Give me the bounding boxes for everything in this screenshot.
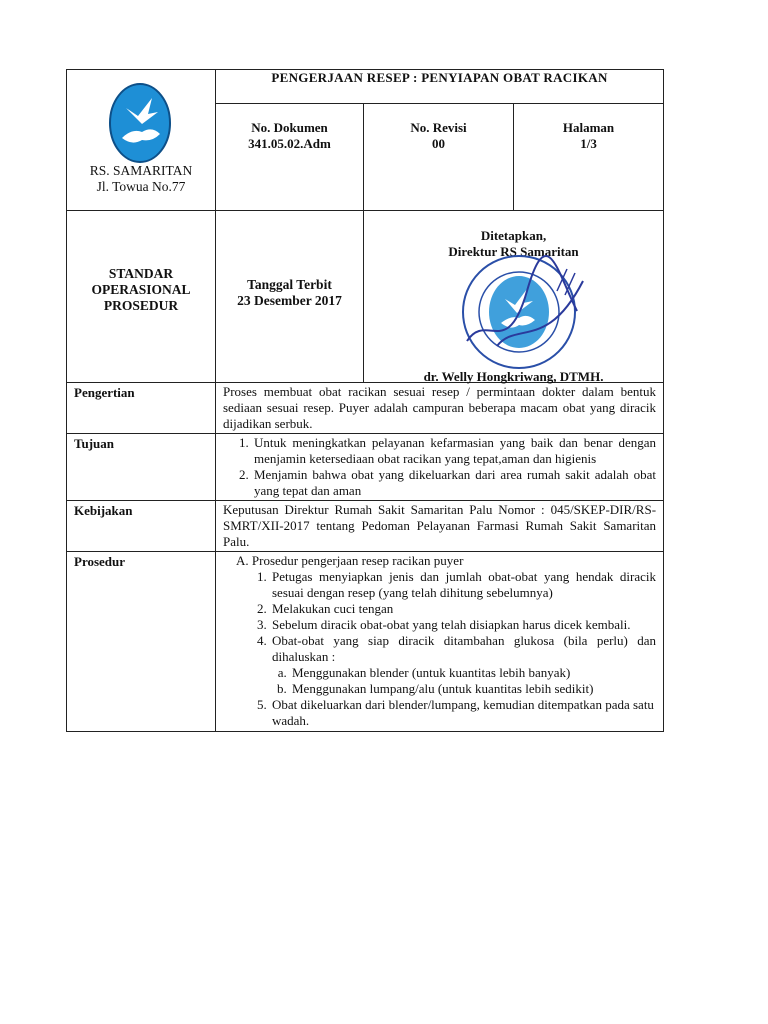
pengertian-text: Proses membuat obat racikan sesuai resep / permintaan dokter dalam bentuk sediaan sesuai resep. Puyer adalah campuran beberapa macam obat yang diracik dijadikan serbuk. <box>216 383 664 434</box>
tujuan-label: Tujuan <box>67 434 216 501</box>
issue-date-value: 23 Desember 2017 <box>237 293 342 308</box>
revision-value: 00 <box>432 136 445 151</box>
list-item: 2. Melakukan cuci tengan <box>270 601 656 617</box>
list-item: 3. Sebelum diracik obat-obat yang telah disiapkan harus dicek kembali. <box>270 617 656 633</box>
list-item: 1. Petugas menyiapkan jenis dan jumlah obat-obat yang hendak diracik sesuai dengan resep (yang telah dihitung sebelumnya) <box>270 569 656 601</box>
document-title: PENGERJAAN RESEP : PENYIAPAN OBAT RACIKAN <box>216 70 664 104</box>
prosedur-label: Prosedur <box>67 552 216 732</box>
list-item: 5. Obat dikeluarkan dari blender/lumpang, kemudian ditempatkan pada satu wadah. <box>270 697 656 729</box>
sop-label-line2: OPERASIONAL <box>91 282 191 297</box>
issue-date-cell <box>216 211 364 383</box>
sop-label-cell <box>67 211 216 383</box>
sop-label-line3: PROSEDUR <box>103 298 179 313</box>
prosedur-heading: A. Prosedur pengerjaan resep racikan puyer <box>236 553 464 568</box>
kebijakan-label: Kebijakan <box>67 501 216 552</box>
kebijakan-text: Keputusan Direktur Rumah Sakit Samaritan Palu Nomor : 045/SKEP-DIR/RS-SMRT/XII-2017 tentang Pedoman Pelayanan Farmasi Rumah Sakit Samaritan Palu. <box>216 501 664 552</box>
tujuan-list <box>223 435 656 499</box>
pengertian-label: Pengertian <box>67 383 216 434</box>
page-label: Halaman <box>562 120 615 135</box>
approval-cell <box>364 211 664 383</box>
list-item: 1. Untuk meningkatkan pelayanan kefarmasian yang baik dan benar dengan menjamin ketersediaan obat racikan yang tepat,aman dan higienis <box>252 435 656 467</box>
revision-label: No. Revisi <box>410 120 467 135</box>
issue-date-label: Tanggal Terbit <box>247 277 332 292</box>
hospital-identity-cell <box>67 70 216 211</box>
hospital-logo-icon <box>108 82 172 164</box>
list-item: a. Menggunakan blender (untuk kuantitas lebih banyak) <box>290 665 656 681</box>
list-item <box>270 633 656 697</box>
approval-line1: Ditetapkan, <box>480 228 547 243</box>
list-item: 2. Menjamin bahwa obat yang dikeluarkan dari area rumah sakit adalah obat yang tepat dan aman <box>252 467 656 499</box>
page-cell <box>514 104 664 211</box>
page-value: 1/3 <box>580 136 597 151</box>
prosedur-substeps <box>272 665 656 697</box>
sop-document-table <box>66 69 664 732</box>
revision-cell <box>364 104 514 211</box>
tujuan-cell <box>216 434 664 501</box>
document-number-label: No. Dokumen <box>251 120 328 135</box>
document-number-cell <box>216 104 364 211</box>
prosedur-cell <box>216 552 664 732</box>
approval-line2: Direktur RS Samaritan <box>448 244 579 259</box>
list-item-text: Obat-obat yang siap diracik ditambahan glukosa (bila perlu) dan dihaluskan : <box>272 633 657 664</box>
sop-label-line1: STANDAR <box>108 266 174 281</box>
document-number-value: 341.05.02.Adm <box>248 136 331 151</box>
hospital-stamp-icon <box>457 251 587 373</box>
hospital-name: RS. SAMARITAN <box>89 163 193 178</box>
list-item: b. Menggunakan lumpang/alu (untuk kuantitas lebih sedikit) <box>290 681 656 697</box>
director-name: dr. Welly Hongkriwang, DTMH. <box>423 369 604 384</box>
prosedur-steps <box>241 569 656 729</box>
hospital-address: Jl. Towua No.77 <box>96 179 186 194</box>
